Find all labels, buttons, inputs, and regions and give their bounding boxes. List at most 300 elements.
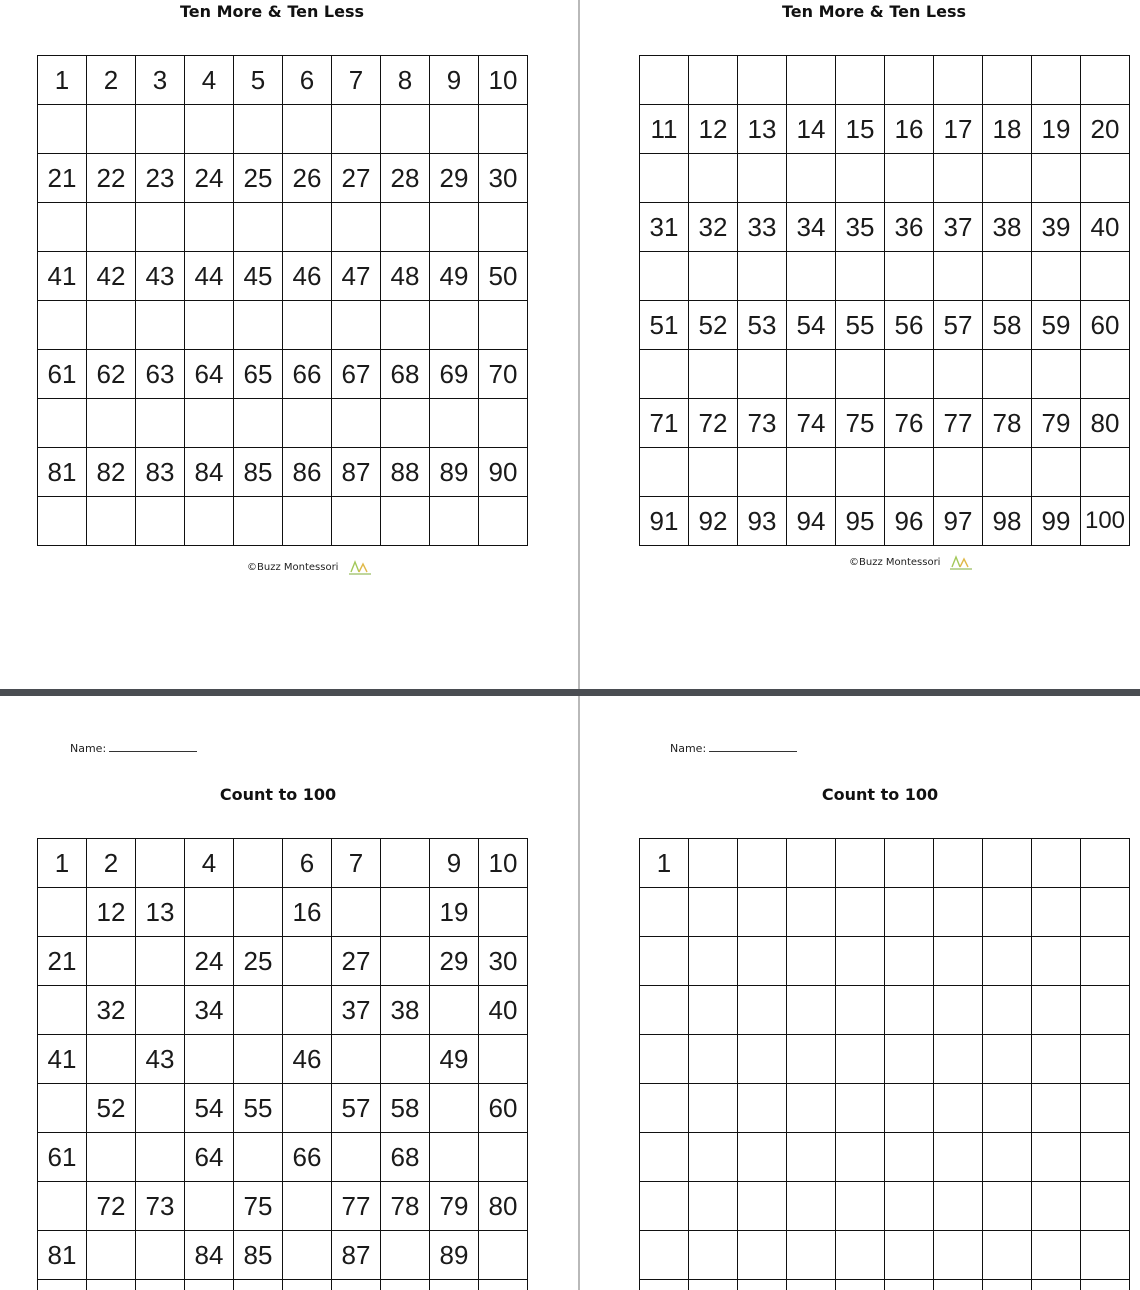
blank-cell[interactable]	[934, 154, 983, 203]
blank-cell[interactable]	[1032, 1231, 1081, 1280]
worksheet-title: Ten More & Ten Less	[781, 2, 967, 21]
blank-cell[interactable]	[332, 301, 381, 350]
blank-cell[interactable]	[38, 497, 87, 546]
blank-cell[interactable]	[234, 1280, 283, 1290]
blank-cell[interactable]	[934, 1035, 983, 1084]
blank-cell[interactable]	[1032, 986, 1081, 1035]
blank-cell[interactable]	[234, 203, 283, 252]
blank-cell[interactable]	[640, 1133, 689, 1182]
blank-cell[interactable]	[983, 154, 1032, 203]
blank-cell[interactable]	[1032, 448, 1081, 497]
blank-cell[interactable]	[885, 448, 934, 497]
blank-cell[interactable]	[640, 350, 689, 399]
blank-cell[interactable]	[689, 1231, 738, 1280]
name-field[interactable]	[70, 741, 197, 755]
blank-cell[interactable]	[38, 203, 87, 252]
blank-cell[interactable]	[1032, 888, 1081, 937]
blank-cell[interactable]	[787, 888, 836, 937]
blank-cell[interactable]	[1081, 1280, 1130, 1290]
blank-cell[interactable]	[87, 105, 136, 154]
blank-cell[interactable]	[787, 1084, 836, 1133]
blank-cell[interactable]	[1032, 1084, 1081, 1133]
blank-cell[interactable]	[983, 839, 1032, 888]
grid-row	[640, 1084, 1130, 1133]
blank-cell[interactable]	[640, 154, 689, 203]
blank-cell[interactable]	[1081, 1035, 1130, 1084]
blank-cell[interactable]	[87, 1035, 136, 1084]
blank-cell[interactable]	[640, 252, 689, 301]
blank-cell[interactable]	[738, 252, 787, 301]
blank-cell[interactable]	[934, 1133, 983, 1182]
blank-cell[interactable]	[885, 839, 934, 888]
blank-cell[interactable]	[381, 1035, 430, 1084]
blank-cell[interactable]	[689, 986, 738, 1035]
number-cell: 89	[430, 448, 479, 497]
number-cell: 45	[234, 252, 283, 301]
blank-cell[interactable]	[1032, 1133, 1081, 1182]
blank-cell[interactable]	[283, 937, 332, 986]
blank-cell[interactable]	[1032, 56, 1081, 105]
number-cell: 97	[934, 497, 983, 546]
blank-cell[interactable]	[381, 105, 430, 154]
worksheet-count-to-100-blank	[580, 696, 1140, 1290]
blank-cell[interactable]	[787, 448, 836, 497]
grid-row	[38, 937, 528, 986]
blank-cell[interactable]	[983, 888, 1032, 937]
blank-cell[interactable]	[479, 1035, 528, 1084]
blank-cell[interactable]	[836, 937, 885, 986]
blank-cell[interactable]	[479, 203, 528, 252]
blank-cell[interactable]	[689, 888, 738, 937]
blank-cell[interactable]	[885, 1280, 934, 1290]
blank-cell[interactable]	[87, 1133, 136, 1182]
blank-cell[interactable]	[332, 1280, 381, 1290]
blank-cell[interactable]	[836, 56, 885, 105]
blank-cell[interactable]	[38, 301, 87, 350]
blank-cell[interactable]	[640, 937, 689, 986]
blank-cell[interactable]	[1081, 1084, 1130, 1133]
blank-cell[interactable]	[1081, 1231, 1130, 1280]
grid-row	[38, 203, 528, 252]
blank-cell[interactable]	[430, 105, 479, 154]
blank-cell[interactable]	[1081, 986, 1130, 1035]
number-cell: 57	[332, 1084, 381, 1133]
blank-cell[interactable]	[934, 252, 983, 301]
blank-cell[interactable]	[430, 1084, 479, 1133]
name-blank-line[interactable]	[709, 741, 797, 752]
blank-cell[interactable]	[738, 1133, 787, 1182]
blank-cell[interactable]	[836, 448, 885, 497]
blank-cell[interactable]	[640, 986, 689, 1035]
buzz-montessori-logo-icon	[347, 558, 373, 576]
blank-cell[interactable]	[983, 350, 1032, 399]
number-cell: 61	[38, 350, 87, 399]
blank-cell[interactable]	[283, 1182, 332, 1231]
blank-cell[interactable]	[787, 350, 836, 399]
grid-row	[640, 399, 1130, 448]
number-cell: 69	[430, 350, 479, 399]
blank-cell[interactable]	[1032, 1035, 1081, 1084]
blank-cell[interactable]	[689, 937, 738, 986]
blank-cell[interactable]	[738, 888, 787, 937]
blank-cell[interactable]	[38, 1182, 87, 1231]
blank-cell[interactable]	[283, 105, 332, 154]
blank-cell[interactable]	[430, 1280, 479, 1290]
blank-cell[interactable]	[1032, 1182, 1081, 1231]
blank-cell[interactable]	[234, 497, 283, 546]
blank-cell[interactable]	[479, 1133, 528, 1182]
blank-cell[interactable]	[381, 497, 430, 546]
blank-cell[interactable]	[136, 1084, 185, 1133]
blank-cell[interactable]	[983, 986, 1032, 1035]
grid-row	[38, 1084, 528, 1133]
blank-cell[interactable]	[234, 399, 283, 448]
blank-cell[interactable]	[738, 1182, 787, 1231]
grid-row	[640, 1133, 1130, 1182]
blank-cell[interactable]	[983, 1035, 1032, 1084]
blank-cell[interactable]	[1081, 154, 1130, 203]
number-cell: 35	[836, 203, 885, 252]
blank-cell[interactable]	[1081, 448, 1130, 497]
blank-cell[interactable]	[381, 1280, 430, 1290]
blank-cell[interactable]	[87, 1280, 136, 1290]
blank-cell[interactable]	[38, 986, 87, 1035]
blank-cell[interactable]	[885, 986, 934, 1035]
blank-cell[interactable]	[185, 1182, 234, 1231]
blank-cell[interactable]	[983, 1084, 1032, 1133]
blank-cell[interactable]	[934, 1084, 983, 1133]
blank-cell[interactable]	[885, 56, 934, 105]
blank-cell[interactable]	[934, 350, 983, 399]
blank-cell[interactable]	[87, 937, 136, 986]
blank-cell[interactable]	[381, 301, 430, 350]
name-field[interactable]	[670, 741, 797, 755]
blank-cell[interactable]	[1081, 839, 1130, 888]
blank-cell[interactable]	[738, 56, 787, 105]
blank-cell[interactable]	[1081, 350, 1130, 399]
grid-row	[640, 986, 1130, 1035]
blank-cell[interactable]	[1081, 1182, 1130, 1231]
blank-cell[interactable]	[332, 497, 381, 546]
blank-cell[interactable]	[381, 839, 430, 888]
blank-cell[interactable]	[787, 1133, 836, 1182]
blank-cell[interactable]	[283, 203, 332, 252]
blank-cell[interactable]	[983, 937, 1032, 986]
blank-cell[interactable]	[136, 301, 185, 350]
blank-cell[interactable]	[836, 1084, 885, 1133]
number-cell: 2	[87, 56, 136, 105]
blank-cell[interactable]	[640, 888, 689, 937]
blank-cell[interactable]	[38, 888, 87, 937]
blank-cell[interactable]	[885, 154, 934, 203]
grid-row	[640, 154, 1130, 203]
blank-cell[interactable]	[1032, 154, 1081, 203]
blank-cell[interactable]	[689, 1280, 738, 1290]
blank-cell[interactable]	[934, 1280, 983, 1290]
number-cell: 77	[934, 399, 983, 448]
blank-cell[interactable]	[1032, 1280, 1081, 1290]
blank-cell[interactable]	[934, 986, 983, 1035]
blank-cell[interactable]	[479, 888, 528, 937]
blank-cell[interactable]	[885, 1084, 934, 1133]
blank-cell[interactable]	[1081, 252, 1130, 301]
blank-cell[interactable]	[136, 399, 185, 448]
blank-cell[interactable]	[479, 399, 528, 448]
blank-cell[interactable]	[983, 1231, 1032, 1280]
blank-cell[interactable]	[885, 1035, 934, 1084]
blank-cell[interactable]	[640, 1182, 689, 1231]
blank-cell[interactable]	[332, 105, 381, 154]
blank-cell[interactable]	[836, 252, 885, 301]
blank-cell[interactable]	[38, 1280, 87, 1290]
blank-cell[interactable]	[1032, 252, 1081, 301]
blank-cell[interactable]	[283, 497, 332, 546]
blank-cell[interactable]	[430, 497, 479, 546]
blank-cell[interactable]	[689, 1035, 738, 1084]
blank-cell[interactable]	[38, 105, 87, 154]
blank-cell[interactable]	[479, 497, 528, 546]
blank-cell[interactable]	[1032, 937, 1081, 986]
number-cell: 59	[1032, 301, 1081, 350]
blank-cell[interactable]	[983, 1280, 1032, 1290]
number-cell: 78	[983, 399, 1032, 448]
blank-cell[interactable]	[332, 203, 381, 252]
blank-cell[interactable]	[283, 301, 332, 350]
blank-cell[interactable]	[787, 937, 836, 986]
blank-cell[interactable]	[136, 986, 185, 1035]
blank-cell[interactable]	[234, 301, 283, 350]
blank-cell[interactable]	[787, 1280, 836, 1290]
grid-row	[38, 56, 528, 105]
blank-cell[interactable]	[738, 839, 787, 888]
blank-cell[interactable]	[332, 888, 381, 937]
blank-cell[interactable]	[332, 399, 381, 448]
blank-cell[interactable]	[283, 399, 332, 448]
blank-cell[interactable]	[983, 1182, 1032, 1231]
blank-cell[interactable]	[885, 252, 934, 301]
blank-cell[interactable]	[738, 937, 787, 986]
blank-cell[interactable]	[430, 986, 479, 1035]
blank-cell[interactable]	[836, 1133, 885, 1182]
blank-cell[interactable]	[738, 350, 787, 399]
blank-cell[interactable]	[430, 1133, 479, 1182]
number-cell: 31	[640, 203, 689, 252]
blank-cell[interactable]	[689, 1182, 738, 1231]
blank-cell[interactable]	[430, 399, 479, 448]
blank-cell[interactable]	[640, 448, 689, 497]
blank-cell[interactable]	[87, 399, 136, 448]
blank-cell[interactable]	[689, 448, 738, 497]
blank-cell[interactable]	[787, 154, 836, 203]
blank-cell[interactable]	[689, 252, 738, 301]
blank-cell[interactable]	[185, 1280, 234, 1290]
number-cell: 88	[381, 448, 430, 497]
blank-cell[interactable]	[87, 497, 136, 546]
blank-cell[interactable]	[885, 1231, 934, 1280]
blank-cell[interactable]	[87, 301, 136, 350]
blank-cell[interactable]	[836, 839, 885, 888]
blank-cell[interactable]	[38, 1084, 87, 1133]
blank-cell[interactable]	[787, 839, 836, 888]
blank-cell[interactable]	[738, 448, 787, 497]
blank-cell[interactable]	[836, 986, 885, 1035]
blank-cell[interactable]	[185, 1035, 234, 1084]
blank-cell[interactable]	[430, 301, 479, 350]
blank-cell[interactable]	[738, 1280, 787, 1290]
blank-cell[interactable]	[234, 1133, 283, 1182]
blank-cell[interactable]	[381, 888, 430, 937]
number-cell: 63	[136, 350, 185, 399]
page-divider-vertical	[578, 0, 580, 1290]
blank-cell[interactable]	[479, 1231, 528, 1280]
blank-cell[interactable]	[136, 105, 185, 154]
grid-row	[38, 252, 528, 301]
blank-cell[interactable]	[1081, 888, 1130, 937]
blank-cell[interactable]	[1081, 1133, 1130, 1182]
blank-cell[interactable]	[136, 937, 185, 986]
blank-cell[interactable]	[934, 448, 983, 497]
blank-cell[interactable]	[787, 1035, 836, 1084]
blank-cell[interactable]	[1081, 56, 1130, 105]
blank-cell[interactable]	[136, 203, 185, 252]
name-blank-line[interactable]	[109, 741, 197, 752]
blank-cell[interactable]	[136, 497, 185, 546]
blank-cell[interactable]	[381, 203, 430, 252]
blank-cell[interactable]	[332, 1133, 381, 1182]
blank-cell[interactable]	[836, 1280, 885, 1290]
blank-cell[interactable]	[1081, 937, 1130, 986]
blank-cell[interactable]	[87, 203, 136, 252]
blank-cell[interactable]	[689, 154, 738, 203]
number-cell: 11	[640, 105, 689, 154]
blank-cell[interactable]	[640, 56, 689, 105]
blank-cell[interactable]	[640, 1231, 689, 1280]
blank-cell[interactable]	[640, 1084, 689, 1133]
blank-cell[interactable]	[934, 888, 983, 937]
blank-cell[interactable]	[689, 839, 738, 888]
number-cell: 14	[787, 105, 836, 154]
blank-cell[interactable]	[234, 986, 283, 1035]
blank-cell[interactable]	[640, 1035, 689, 1084]
blank-cell[interactable]	[983, 252, 1032, 301]
blank-cell[interactable]	[738, 1231, 787, 1280]
blank-cell[interactable]	[836, 1231, 885, 1280]
blank-cell[interactable]	[738, 986, 787, 1035]
number-cell: 74	[787, 399, 836, 448]
blank-cell[interactable]	[885, 350, 934, 399]
blank-cell[interactable]	[738, 1035, 787, 1084]
blank-cell[interactable]	[332, 1035, 381, 1084]
blank-cell[interactable]	[185, 399, 234, 448]
blank-cell[interactable]	[479, 1280, 528, 1290]
blank-cell[interactable]	[185, 497, 234, 546]
blank-cell[interactable]	[479, 105, 528, 154]
blank-cell[interactable]	[1032, 350, 1081, 399]
blank-cell[interactable]	[934, 56, 983, 105]
blank-cell[interactable]	[836, 350, 885, 399]
number-cell: 85	[234, 1231, 283, 1280]
blank-cell[interactable]	[185, 203, 234, 252]
number-cell: 30	[479, 937, 528, 986]
blank-cell[interactable]	[283, 1231, 332, 1280]
hundred-chart-grid	[639, 55, 1130, 546]
blank-cell[interactable]	[689, 1084, 738, 1133]
blank-cell[interactable]	[234, 105, 283, 154]
blank-cell[interactable]	[234, 888, 283, 937]
blank-cell[interactable]	[381, 399, 430, 448]
blank-cell[interactable]	[738, 154, 787, 203]
blank-cell[interactable]	[885, 1133, 934, 1182]
blank-cell[interactable]	[479, 301, 528, 350]
number-cell: 84	[185, 448, 234, 497]
blank-cell[interactable]	[381, 937, 430, 986]
blank-cell[interactable]	[836, 1182, 885, 1231]
blank-cell[interactable]	[934, 839, 983, 888]
blank-cell[interactable]	[185, 105, 234, 154]
blank-cell[interactable]	[283, 986, 332, 1035]
blank-cell[interactable]	[787, 986, 836, 1035]
blank-cell[interactable]	[689, 350, 738, 399]
blank-cell[interactable]	[640, 1280, 689, 1290]
blank-cell[interactable]	[234, 1035, 283, 1084]
blank-cell[interactable]	[983, 56, 1032, 105]
grid-row	[640, 937, 1130, 986]
blank-cell[interactable]	[934, 1182, 983, 1231]
blank-cell[interactable]	[885, 937, 934, 986]
blank-cell[interactable]	[836, 154, 885, 203]
blank-cell[interactable]	[934, 1231, 983, 1280]
blank-cell[interactable]	[689, 1133, 738, 1182]
blank-cell[interactable]	[787, 1231, 836, 1280]
blank-cell[interactable]	[136, 839, 185, 888]
blank-cell[interactable]	[787, 56, 836, 105]
blank-cell[interactable]	[934, 937, 983, 986]
number-cell: 38	[381, 986, 430, 1035]
number-cell: 39	[1032, 203, 1081, 252]
blank-cell[interactable]	[185, 301, 234, 350]
number-cell: 7	[332, 56, 381, 105]
number-cell: 24	[185, 154, 234, 203]
blank-cell[interactable]	[836, 888, 885, 937]
blank-cell[interactable]	[283, 1084, 332, 1133]
blank-cell[interactable]	[87, 1231, 136, 1280]
number-cell: 55	[234, 1084, 283, 1133]
blank-cell[interactable]	[234, 839, 283, 888]
blank-cell[interactable]	[787, 252, 836, 301]
blank-cell[interactable]	[136, 1231, 185, 1280]
blank-cell[interactable]	[185, 888, 234, 937]
blank-cell[interactable]	[136, 1280, 185, 1290]
blank-cell[interactable]	[689, 56, 738, 105]
blank-cell[interactable]	[885, 888, 934, 937]
number-cell: 68	[381, 350, 430, 399]
blank-cell[interactable]	[283, 1280, 332, 1290]
blank-cell[interactable]	[381, 1231, 430, 1280]
blank-cell[interactable]	[38, 399, 87, 448]
blank-cell[interactable]	[430, 203, 479, 252]
blank-cell[interactable]	[136, 1133, 185, 1182]
blank-cell[interactable]	[1032, 839, 1081, 888]
blank-cell[interactable]	[983, 1133, 1032, 1182]
blank-cell[interactable]	[983, 448, 1032, 497]
blank-cell[interactable]	[885, 1182, 934, 1231]
number-cell: 92	[689, 497, 738, 546]
blank-cell[interactable]	[836, 1035, 885, 1084]
blank-cell[interactable]	[738, 1084, 787, 1133]
number-cell: 41	[38, 252, 87, 301]
blank-cell[interactable]	[787, 1182, 836, 1231]
number-cell: 33	[738, 203, 787, 252]
